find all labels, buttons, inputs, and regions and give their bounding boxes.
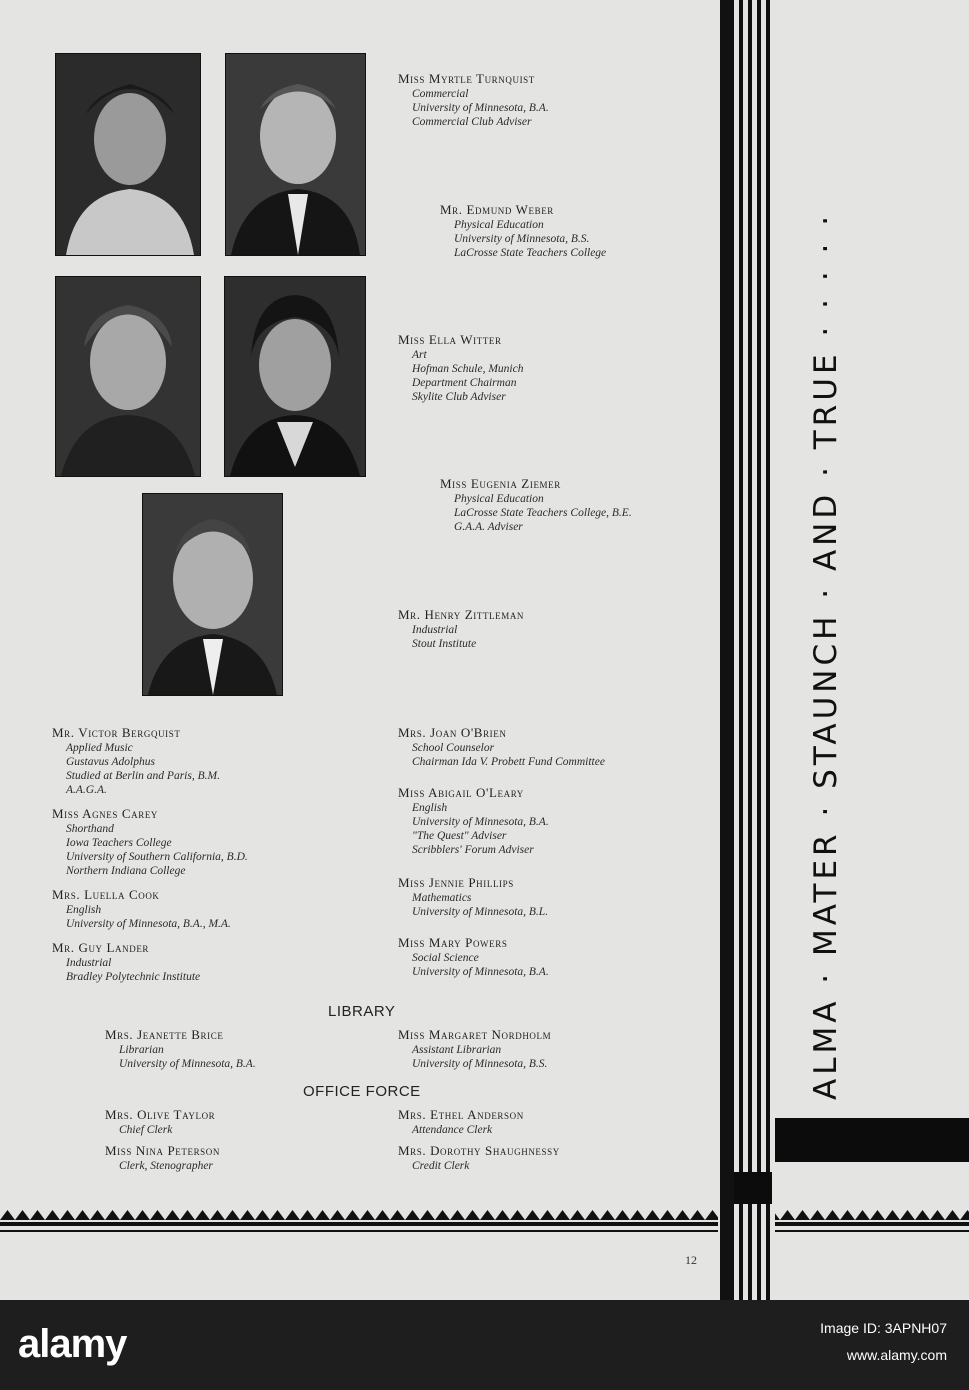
faculty-detail: University of Minnesota, B.A. — [412, 816, 549, 828]
office-force-heading: OFFICE FORCE — [303, 1083, 421, 1100]
faculty-name: Mr. Victor Bergquist — [52, 725, 181, 740]
faculty-entry-witter — [398, 331, 523, 404]
faculty-detail: LaCrosse State Teachers College, B.E. — [454, 507, 632, 519]
faculty-detail: University of Minnesota, B.A. — [412, 966, 549, 978]
faculty-entry-cook — [52, 886, 231, 931]
faculty-entry-carey — [52, 805, 248, 878]
faculty-detail: Hofman Schule, Munich — [412, 363, 524, 375]
staff-detail: Credit Clerk — [412, 1160, 470, 1172]
faculty-detail: A.A.G.A. — [66, 784, 107, 796]
staff-detail: University of Minnesota, B.S. — [412, 1058, 548, 1070]
faculty-entry-oleary — [398, 784, 549, 857]
faculty-entry-turnquist — [398, 70, 549, 129]
portrait-photo-weber — [225, 53, 366, 256]
library-entry-brice — [105, 1026, 256, 1071]
faculty-detail: Iowa Teachers College — [66, 837, 172, 849]
watermark-logo: alamy — [18, 1322, 127, 1366]
faculty-detail: University of Minnesota, B.A. — [412, 102, 549, 114]
black-square-decoration — [734, 1172, 772, 1204]
faculty-detail: Northern Indiana College — [66, 865, 186, 877]
sawtooth-border-decoration — [0, 1208, 969, 1248]
faculty-detail: Industrial — [66, 957, 112, 969]
motto-vertical-text: ALMA · MATER · STAUNCH · AND · TRUE · · · · · — [808, 211, 844, 1100]
staff-detail: Assistant Librarian — [412, 1044, 502, 1056]
faculty-detail: Skylite Club Adviser — [412, 391, 506, 403]
vertical-stripe — [757, 0, 761, 1300]
faculty-detail: Art — [412, 349, 427, 361]
faculty-name: Miss Agnes Carey — [52, 806, 159, 821]
staff-detail: University of Minnesota, B.A. — [119, 1058, 256, 1070]
staff-detail: Librarian — [119, 1044, 164, 1056]
faculty-detail: Department Chairman — [412, 377, 517, 389]
watermark-info — [820, 1315, 947, 1369]
faculty-detail: "The Quest" Adviser — [412, 830, 507, 842]
portrait-photo-turnquist — [55, 53, 201, 256]
vertical-stripe — [720, 0, 734, 1300]
faculty-detail: Studied at Berlin and Paris, B.M. — [66, 770, 220, 782]
faculty-name: Miss Mary Powers — [398, 935, 508, 950]
library-heading: LIBRARY — [328, 1003, 396, 1020]
faculty-name: Miss Ella Witter — [398, 332, 502, 347]
office-entry-anderson — [398, 1106, 524, 1137]
staff-name: Mrs. Ethel Anderson — [398, 1107, 524, 1122]
faculty-entry-ziemer — [440, 475, 632, 534]
faculty-detail: Industrial — [412, 624, 458, 636]
watermark-footer — [0, 1300, 969, 1390]
faculty-entry-bergquist — [52, 724, 220, 797]
staff-detail: Clerk, Stenographer — [119, 1160, 213, 1172]
faculty-detail: Physical Education — [454, 493, 544, 505]
faculty-detail: Social Science — [412, 952, 479, 964]
faculty-detail: Commercial — [412, 88, 469, 100]
faculty-detail: English — [66, 904, 102, 916]
vertical-stripe — [748, 0, 752, 1300]
faculty-detail: Physical Education — [454, 219, 544, 231]
faculty-name: Mr. Henry Zittleman — [398, 607, 525, 622]
faculty-name: Miss Myrtle Turnquist — [398, 71, 535, 86]
faculty-detail: Shorthand — [66, 823, 114, 835]
faculty-name: Mrs. Joan O'Brien — [398, 725, 507, 740]
faculty-detail: Commercial Club Adviser — [412, 116, 532, 128]
faculty-detail: Bradley Polytechnic Institute — [66, 971, 201, 983]
faculty-detail: University of Southern California, B.D. — [66, 851, 248, 863]
faculty-detail: G.A.A. Adviser — [454, 521, 523, 533]
watermark-image-id: Image ID: 3APNH07 — [820, 1320, 947, 1336]
faculty-detail: Chairman Ida V. Probett Fund Committee — [412, 756, 605, 768]
black-band-decoration — [775, 1118, 969, 1162]
faculty-detail: School Counselor — [412, 742, 495, 754]
vertical-stripe — [739, 0, 743, 1300]
portrait-photo-zittleman — [142, 493, 283, 696]
faculty-detail: Applied Music — [66, 742, 133, 754]
faculty-entry-weber — [440, 201, 606, 260]
faculty-detail: Gustavus Adolphus — [66, 756, 155, 768]
faculty-name: Mr. Guy Lander — [52, 940, 150, 955]
faculty-name: Mrs. Luella Cook — [52, 887, 160, 902]
staff-name: Mrs. Olive Taylor — [105, 1107, 216, 1122]
faculty-detail: Mathematics — [412, 892, 472, 904]
faculty-detail: University of Minnesota, B.L. — [412, 906, 549, 918]
portrait-photo-witter — [55, 276, 201, 477]
office-entry-taylor — [105, 1106, 215, 1137]
portrait-photo-ziemer — [224, 276, 366, 477]
faculty-detail: University of Minnesota, B.A., M.A. — [66, 918, 231, 930]
staff-name: Miss Nina Peterson — [105, 1143, 220, 1158]
faculty-entry-lander — [52, 939, 200, 984]
faculty-entry-obrien — [398, 724, 605, 769]
faculty-entry-phillips — [398, 874, 548, 919]
office-entry-peterson — [105, 1142, 220, 1173]
faculty-name: Miss Eugenia Ziemer — [440, 476, 561, 491]
faculty-entry-powers — [398, 934, 549, 979]
faculty-detail: LaCrosse State Teachers College — [454, 247, 607, 259]
staff-detail: Chief Clerk — [119, 1124, 173, 1136]
office-entry-shaughnessy — [398, 1142, 560, 1173]
vertical-stripe — [766, 0, 770, 1300]
staff-detail: Attendance Clerk — [412, 1124, 493, 1136]
watermark-site: www.alamy.com — [846, 1347, 947, 1363]
staff-name: Mrs. Jeanette Brice — [105, 1027, 224, 1042]
page-number: 12 — [685, 1253, 697, 1267]
faculty-detail: English — [412, 802, 448, 814]
faculty-detail: Scribblers' Forum Adviser — [412, 844, 534, 856]
faculty-detail: Stout Institute — [412, 638, 477, 650]
faculty-detail: University of Minnesota, B.S. — [454, 233, 590, 245]
faculty-entry-zittleman — [398, 606, 524, 651]
faculty-name: Miss Jennie Phillips — [398, 875, 514, 890]
faculty-name: Miss Abigail O'Leary — [398, 785, 524, 800]
library-entry-nordholm — [398, 1026, 551, 1071]
staff-name: Mrs. Dorothy Shaughnessy — [398, 1143, 560, 1158]
staff-name: Miss Margaret Nordholm — [398, 1027, 552, 1042]
faculty-name: Mr. Edmund Weber — [440, 202, 554, 217]
